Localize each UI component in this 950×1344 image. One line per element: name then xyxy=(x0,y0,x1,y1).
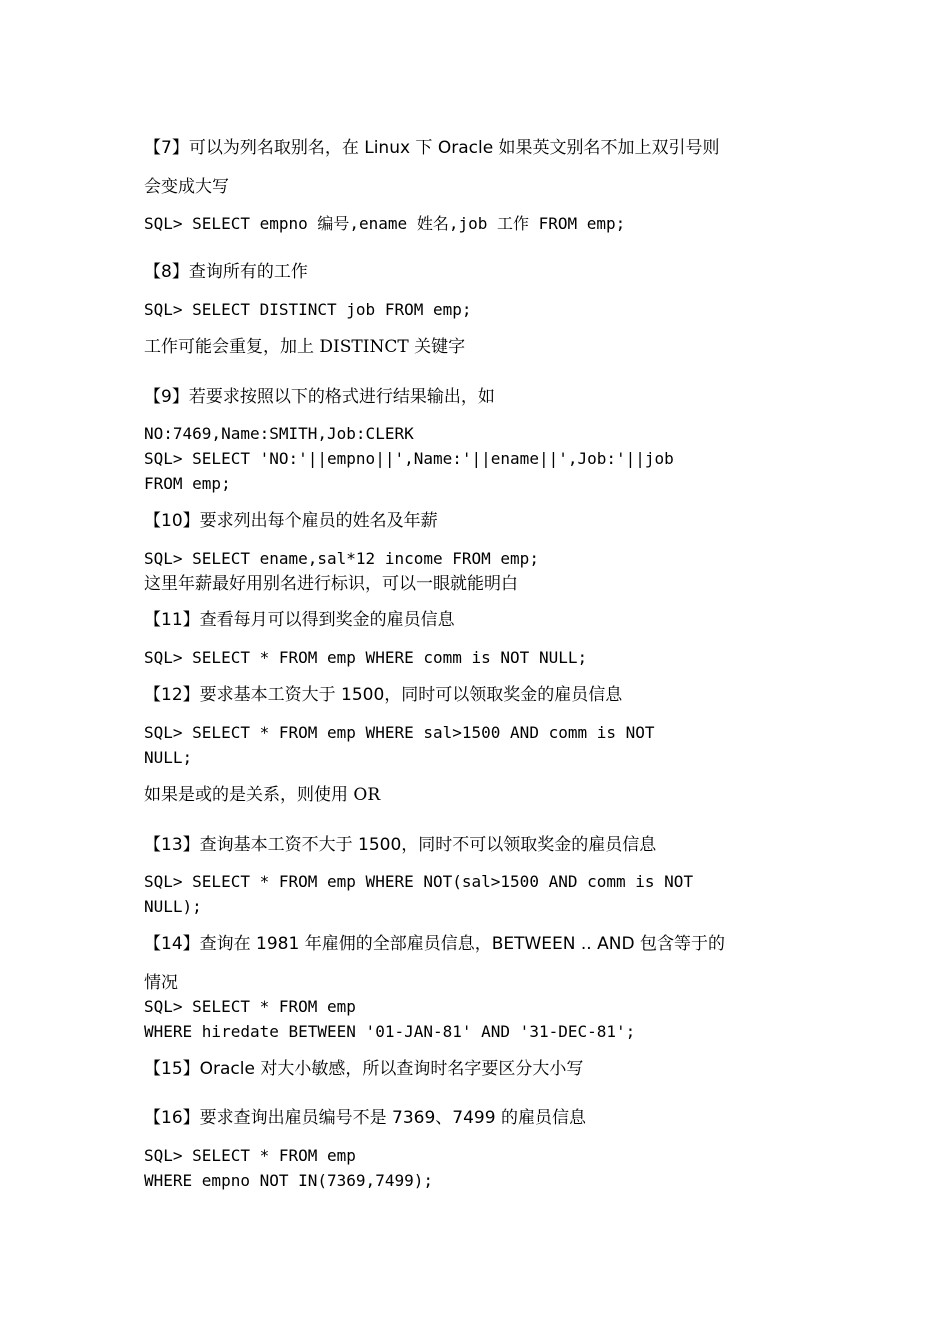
section-9-example-output: NO:7469,Name:SMITH,Job:CLERK xyxy=(144,424,414,443)
section-7-continuation: 会变成大写 xyxy=(144,177,229,197)
section-8-sql: SQL> SELECT DISTINCT job FROM emp; xyxy=(144,300,472,319)
section-7-sql: SQL> SELECT empno 编号,ename 姓名,job 工作 FROM emp; xyxy=(144,214,626,233)
section-16-heading: 【16】要求查询出雇员编号不是 7369、7499 的雇员信息 xyxy=(144,1108,586,1128)
section-9-sql-line-1: SQL> SELECT 'NO:'||empno||',Name:'||ename||',Job:'||job xyxy=(144,449,674,468)
section-14-continuation: 情况 xyxy=(144,973,178,993)
section-8-heading: 【8】查询所有的工作 xyxy=(144,262,308,282)
section-11-sql: SQL> SELECT * FROM emp WHERE comm is NOT NULL; xyxy=(144,648,588,667)
section-9-heading: 【9】若要求按照以下的格式进行结果输出，如 xyxy=(144,387,495,407)
section-13-sql-line-1: SQL> SELECT * FROM emp WHERE NOT(sal>1500 AND comm is NOT xyxy=(144,872,694,891)
section-13-heading: 【13】查询基本工资不大于 1500，同时不可以领取奖金的雇员信息 xyxy=(144,835,657,855)
section-13-sql-line-2: NULL); xyxy=(144,897,202,916)
section-14-sql-line-1: SQL> SELECT * FROM emp xyxy=(144,997,356,1016)
section-12-sql-line-2: NULL; xyxy=(144,748,193,767)
section-9-sql-line-2: FROM emp; xyxy=(144,474,231,493)
section-12-note: 如果是或的是关系，则使用 OR xyxy=(144,785,381,805)
section-16-sql-line-2: WHERE empno NOT IN(7369,7499); xyxy=(144,1171,433,1190)
section-12-sql-line-1: SQL> SELECT * FROM emp WHERE sal>1500 AND comm is NOT xyxy=(144,723,655,742)
section-16-sql-line-1: SQL> SELECT * FROM emp xyxy=(144,1146,356,1165)
section-11-heading: 【11】查看每月可以得到奖金的雇员信息 xyxy=(144,610,455,630)
section-10-note: 这里年薪最好用别名进行标识，可以一眼就能明白 xyxy=(144,574,518,594)
section-7-heading: 【7】可以为列名取别名，在 Linux 下 Oracle 如果英文别名不加上双引号则 xyxy=(144,138,720,158)
section-14-heading: 【14】查询在 1981 年雇佣的全部雇员信息，BETWEEN .. AND 包含等于的 xyxy=(144,934,725,954)
section-10-heading: 【10】要求列出每个雇员的姓名及年薪 xyxy=(144,511,438,531)
section-15-heading: 【15】Oracle 对大小敏感，所以查询时名字要区分大小写 xyxy=(144,1059,584,1079)
section-8-note: 工作可能会重复，加上 DISTINCT 关键字 xyxy=(144,337,466,357)
section-14-sql-line-2: WHERE hiredate BETWEEN '01-JAN-81' AND '31-DEC-81'; xyxy=(144,1022,636,1041)
section-10-sql: SQL> SELECT ename,sal*12 income FROM emp; xyxy=(144,549,539,568)
section-12-heading: 【12】要求基本工资大于 1500，同时可以领取奖金的雇员信息 xyxy=(144,685,623,705)
